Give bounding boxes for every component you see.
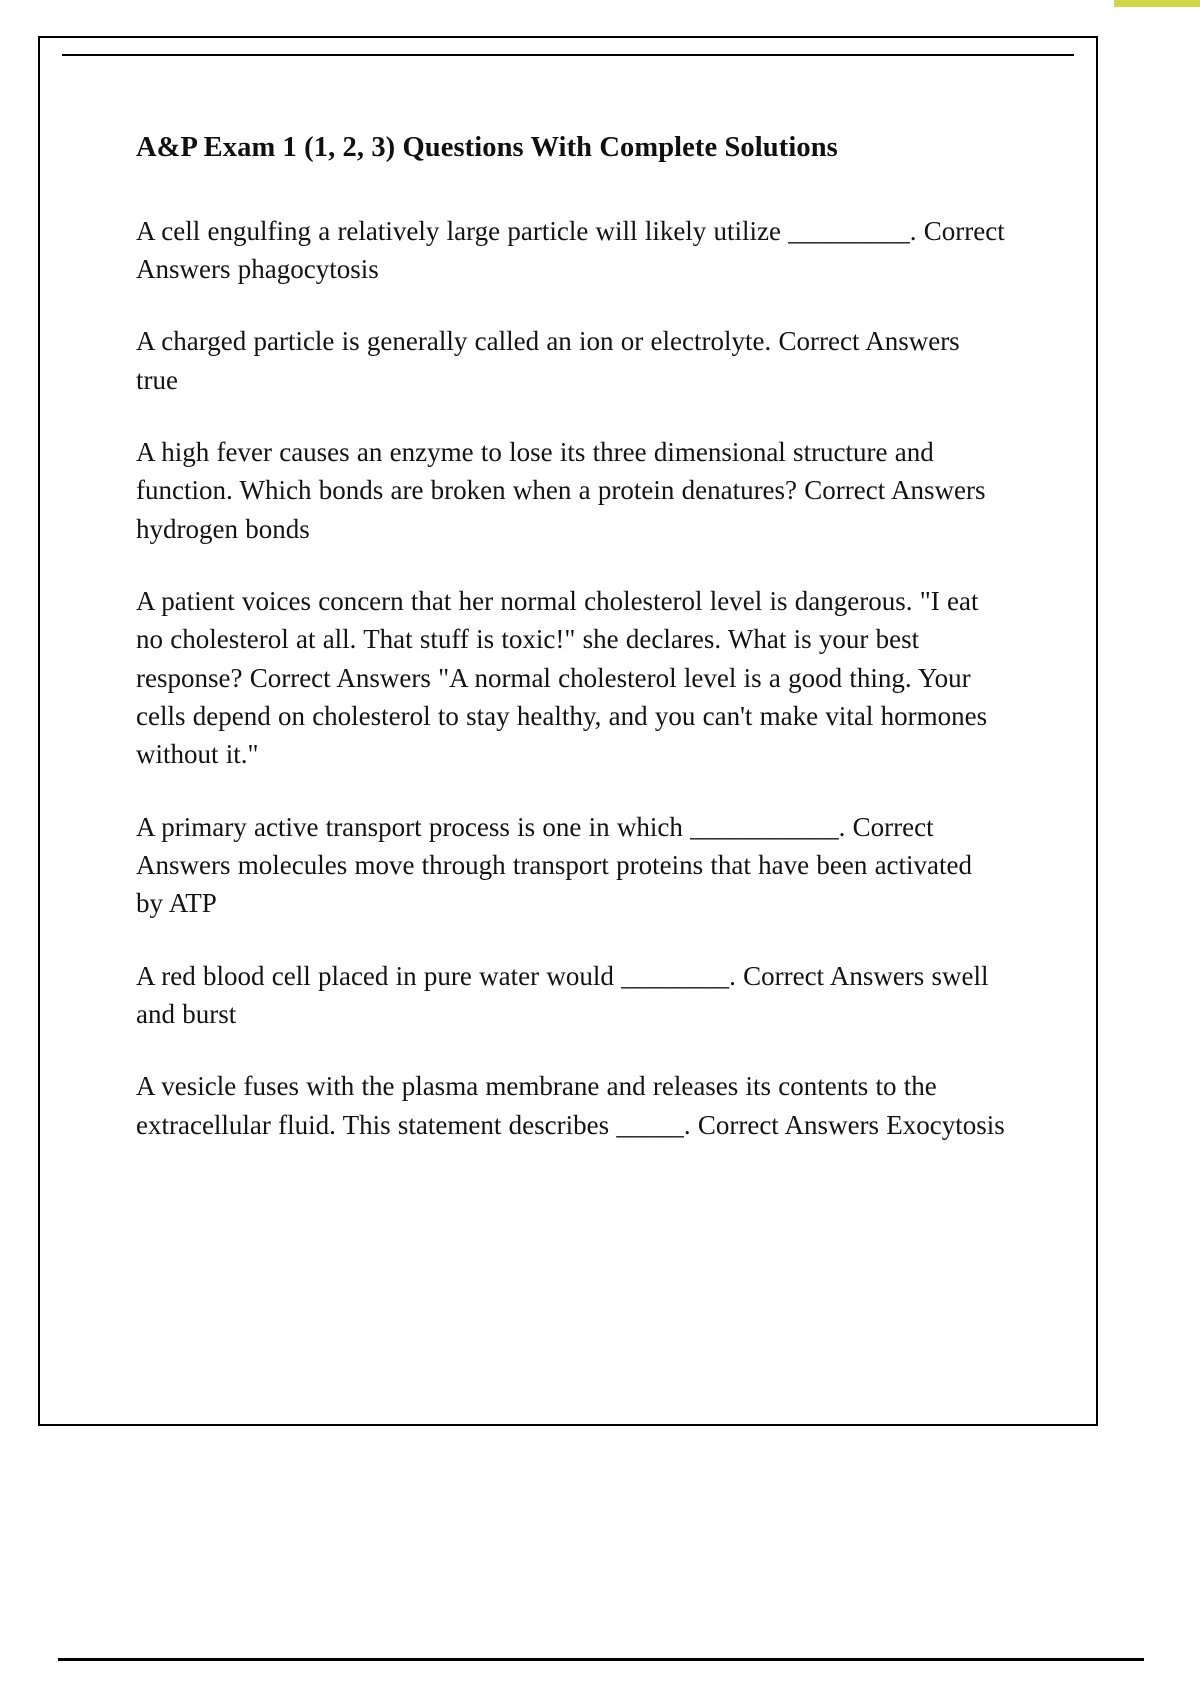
qa-block-cholesterol: A patient voices concern that her normal cholesterol level is dangerous. "I eat no cholesterol at all. That stuff is toxic!" she declares. What is your best response? Correct Answers "A normal cholesterol level is a good thing. Your cells depend on cholesterol to stay healthy, and you can't make vital hormones without it." <box>136 585 988 770</box>
next-page-top-rule <box>58 1658 1144 1661</box>
qa-block-ion-electrolyte: A charged particle is generally called an ion or electrolyte. Correct Answers true <box>136 326 960 395</box>
qa-block-exocytosis: A vesicle fuses with the plasma membrane and releases its contents to the extracellular fluid. This statement describes _____. Correct Answers Exocytosis <box>136 1071 1005 1140</box>
qa-block-red-blood-cell: A red blood cell placed in pure water would ________. Correct Answers swell and burst <box>136 960 989 1029</box>
qa-block-phagocytosis: A cell engulfing a relatively large particle will likely utilize _________. Correct Answers phagocytosis <box>136 215 1005 284</box>
qa-block-primary-active-transport: A primary active transport process is one in which ___________. Correct Answers molecules move through transport proteins that have been activated by ATP <box>136 811 973 919</box>
qa-block-hydrogen-bonds: A high fever causes an enzyme to lose its three dimensional structure and function. Which bonds are broken when a protein denatures? Correct Answers hydrogen bonds <box>136 436 986 544</box>
frame-top-rule <box>62 54 1074 56</box>
page-title: A&P Exam 1 (1, 2, 3) Questions With Complete Solutions <box>136 132 838 163</box>
document-page-frame <box>38 36 1098 1426</box>
page-edge-accent <box>1114 0 1200 7</box>
document-body <box>136 130 1006 1144</box>
